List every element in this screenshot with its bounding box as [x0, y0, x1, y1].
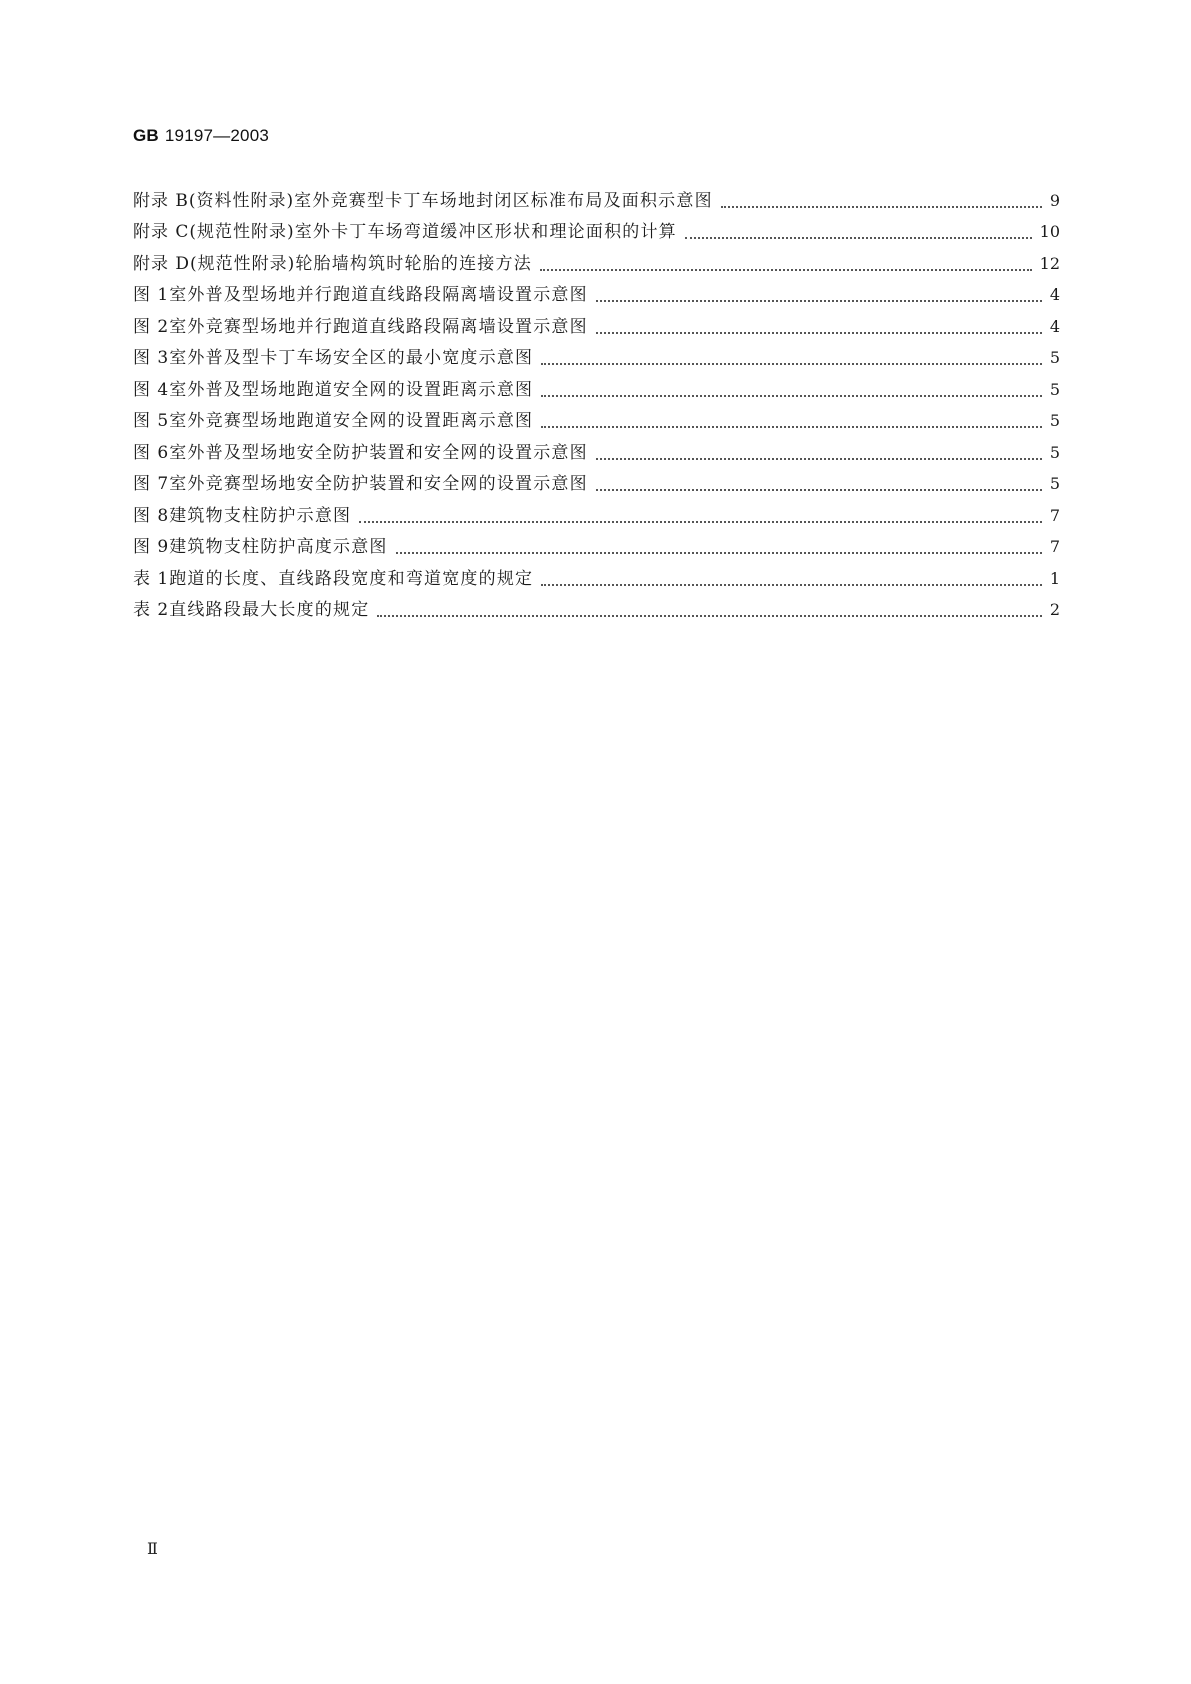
- toc-entry-title: 建筑物支柱防护示意图: [169, 505, 352, 526]
- toc-entry[interactable]: [133, 464, 1060, 496]
- toc-entry-page: 2: [1049, 600, 1060, 619]
- toc-entry-label: 图 6: [133, 442, 170, 463]
- toc-entry-label: 图 4: [133, 379, 170, 400]
- toc-dot-leader: [377, 614, 1041, 617]
- toc-dot-leader: [596, 331, 1042, 334]
- toc-entry-page: 1: [1049, 568, 1060, 588]
- toc-entry-label: 图 7: [133, 474, 170, 494]
- page-number: Ⅱ: [147, 1541, 158, 1558]
- toc-entry[interactable]: [133, 527, 1060, 559]
- toc-entry[interactable]: [133, 590, 1060, 622]
- toc-dot-leader: [396, 551, 1042, 554]
- toc-entry-title: 轮胎墙构筑时轮胎的连接方法: [295, 253, 532, 274]
- toc-entry-title: 室外普及型场地跑道安全网的设置距离示意图: [169, 379, 534, 400]
- toc-entry-title: 室外普及型场地安全防护装置和安全网的设置示意图: [169, 442, 588, 463]
- toc-entry-title: 建筑物支柱防护高度示意图: [169, 537, 388, 557]
- toc-entry-label: 附录 B(资料性附录): [133, 190, 295, 211]
- toc-entry-title: 室外普及型卡丁车场安全区的最小宽度示意图: [169, 348, 534, 368]
- toc-dot-leader: [685, 236, 1032, 239]
- standard-code: 19197—2003: [164, 126, 269, 145]
- toc-entry-label: 图 5: [133, 411, 170, 431]
- toc-entry-label: 附录 D(规范性附录): [133, 253, 296, 274]
- toc-entry-title: 室外普及型场地并行跑道直线路段隔离墙设置示意图: [169, 285, 588, 305]
- toc-entry-page: 5: [1049, 474, 1060, 493]
- toc-entry[interactable]: [133, 212, 1060, 244]
- toc-entry-label: 图 8: [133, 505, 170, 526]
- toc-entry[interactable]: [133, 306, 1060, 338]
- toc-entry-title: 室外竞赛型场地安全防护装置和安全网的设置示意图: [169, 474, 588, 494]
- toc-dot-leader: [541, 394, 1042, 397]
- toc-entry-page: 5: [1049, 442, 1060, 462]
- toc-dot-leader: [721, 205, 1042, 208]
- toc-entry-title: 室外竞赛型卡丁车场地封闭区标准布局及面积示意图: [294, 190, 713, 211]
- toc-entry-page: 5: [1049, 379, 1060, 399]
- toc-entry-page: 9: [1049, 190, 1060, 210]
- toc-dot-leader: [596, 299, 1042, 302]
- toc-entry-page: 5: [1049, 411, 1060, 430]
- toc-entry-page: 4: [1049, 285, 1060, 304]
- toc-entry-label: 表 2: [133, 600, 170, 620]
- toc-entry-page: 5: [1049, 348, 1060, 367]
- toc-entry-page: 7: [1049, 537, 1060, 556]
- toc-entry[interactable]: [133, 338, 1060, 370]
- toc-entry[interactable]: [133, 180, 1060, 212]
- toc-dot-leader: [541, 362, 1042, 365]
- toc-entry-label: 图 2: [133, 316, 170, 337]
- toc-entry[interactable]: [133, 558, 1060, 590]
- standard-header: [133, 126, 269, 146]
- toc-entry[interactable]: [133, 275, 1060, 307]
- standard-prefix: GB: [133, 126, 159, 145]
- toc-entry-title: 室外竞赛型场地跑道安全网的设置距离示意图: [169, 411, 534, 431]
- toc-entry-page: 7: [1049, 505, 1060, 525]
- toc-entry[interactable]: [133, 495, 1060, 527]
- toc-entry-label: 图 9: [133, 537, 170, 557]
- toc-entry[interactable]: [133, 401, 1060, 433]
- toc-dot-leader: [540, 268, 1032, 271]
- table-of-contents: [133, 180, 1060, 621]
- toc-entry-title: 室外竞赛型场地并行跑道直线路段隔离墙设置示意图: [169, 316, 588, 337]
- toc-entry-label: 表 1: [133, 568, 170, 589]
- toc-entry-title: 直线路段最大长度的规定: [169, 600, 370, 620]
- toc-entry[interactable]: [133, 432, 1060, 464]
- toc-entry-label: 图 1: [133, 285, 170, 305]
- toc-dot-leader: [596, 457, 1042, 460]
- toc-entry[interactable]: [133, 369, 1060, 401]
- toc-dot-leader: [541, 425, 1042, 428]
- toc-entry-title: 室外卡丁车场弯道缓冲区形状和理论面积的计算: [294, 222, 677, 242]
- toc-entry-label: 图 3: [133, 348, 170, 368]
- toc-entry-page: 12: [1039, 253, 1060, 273]
- toc-dot-leader: [541, 583, 1042, 586]
- toc-dot-leader: [359, 520, 1042, 523]
- toc-entry-title: 跑道的长度、直线路段宽度和弯道宽度的规定: [169, 568, 534, 589]
- toc-entry-page: 10: [1039, 222, 1060, 241]
- toc-entry[interactable]: [133, 243, 1060, 275]
- toc-dot-leader: [596, 488, 1042, 491]
- toc-entry-page: 4: [1049, 316, 1060, 336]
- toc-entry-label: 附录 C(规范性附录): [133, 222, 295, 242]
